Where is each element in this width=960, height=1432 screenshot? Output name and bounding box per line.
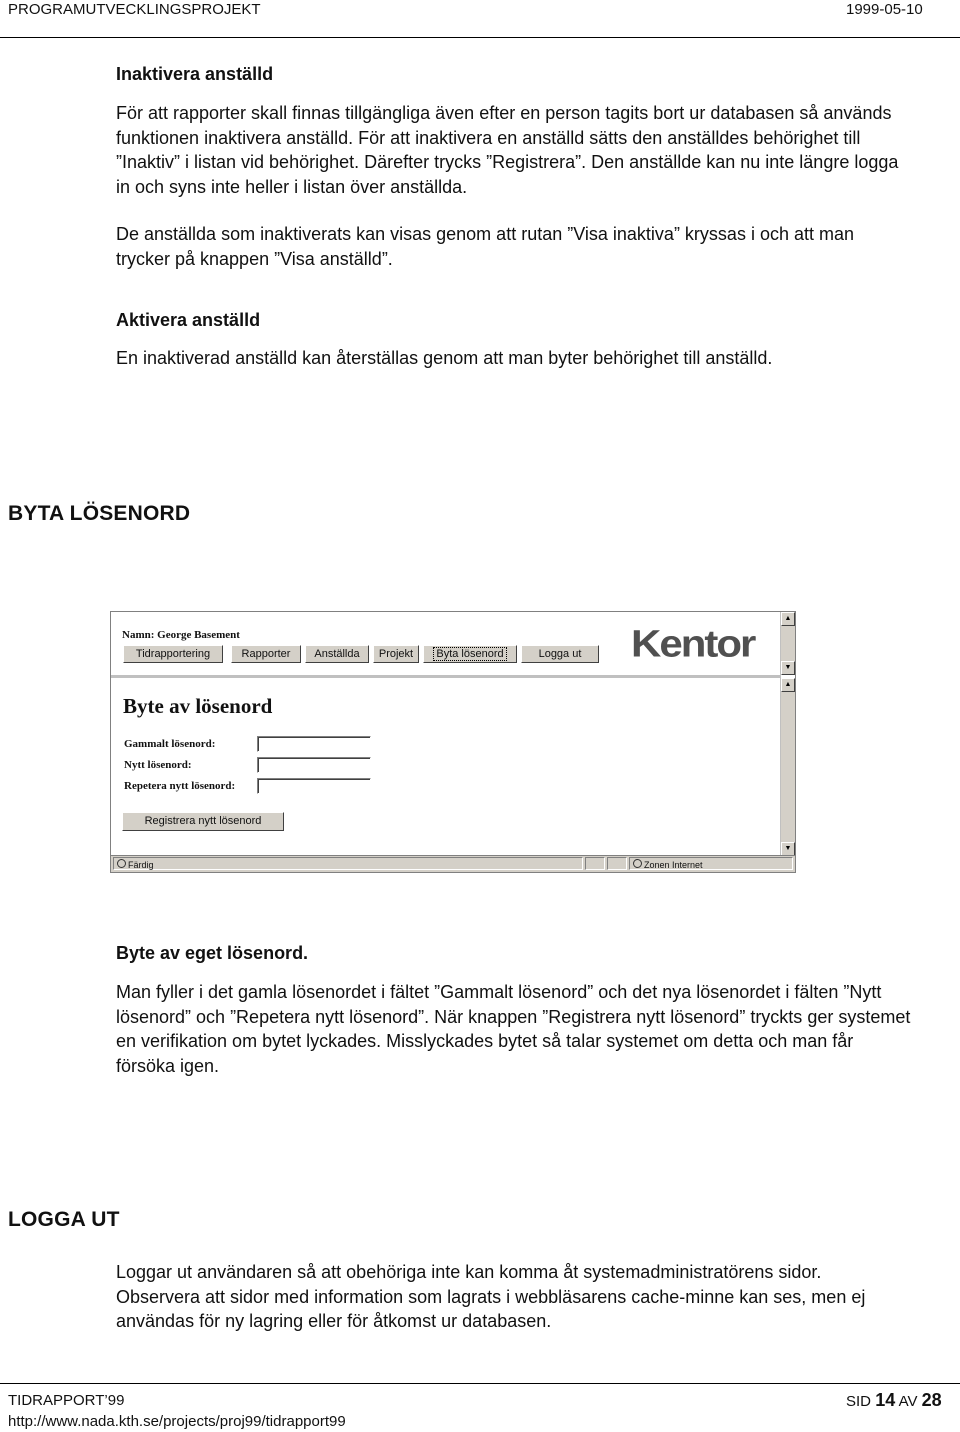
button-label: Registrera nytt lösenord <box>144 815 262 827</box>
text-line: trycker på knappen ”Visa anställd”. <box>116 248 393 269</box>
header-rule <box>0 37 960 38</box>
nav-button-anstallda[interactable] <box>305 645 369 663</box>
text-line: ”Inaktiv” i listan vid behörighet. Därefter trycks ”Registrera”. Den anställde kan nu inte längre logga <box>116 152 899 172</box>
main-frame-scrollbar[interactable] <box>780 678 795 856</box>
nav-button-label: Rapporter <box>241 648 291 660</box>
status-cell <box>607 857 627 870</box>
status-bar <box>111 855 795 872</box>
heading-inaktivera: Inaktivera anställd <box>116 64 274 84</box>
page-current: 14 <box>875 1390 896 1410</box>
text-line: en verifikation om bytet lyckades. Misslyckades bytet så talar systemet om detta och man får <box>116 1031 854 1051</box>
nav-button-label: Logga ut <box>538 648 582 660</box>
nav-button-logga-ut[interactable] <box>521 645 599 663</box>
paragraph-logga-ut <box>116 1260 956 1334</box>
status-cell-left <box>113 857 583 870</box>
text-line: försöka igen. <box>116 1055 220 1076</box>
footer-title: TIDRAPPORT’99 <box>8 1392 125 1409</box>
kentor-logo: Kentor <box>631 622 755 665</box>
text-line: funktionen inaktivera anställd. För att inaktivera en anställd sätts den anställdes behörighet till <box>116 127 861 148</box>
heading-byte-eget-losenord: Byte av eget lösenord. <box>116 943 309 963</box>
scroll-up-arrow-icon[interactable]: ▲ <box>781 678 795 692</box>
text-line: in och syns inte heller i listan över anställda. <box>116 176 468 197</box>
nav-button-label: Anställda <box>314 648 360 660</box>
nav-frame <box>111 612 781 678</box>
paragraph-inaktivera-1 <box>116 101 956 199</box>
repeat-password-field[interactable] <box>257 778 371 794</box>
nav-button-label: Tidrapportering <box>135 648 211 660</box>
status-zone-text: Zonen Internet <box>644 860 703 870</box>
paragraph-aktivera: En inaktiverad anställd kan återställas genom att man byter behörighet till anställd. <box>116 348 773 368</box>
scroll-down-arrow-icon[interactable]: ▼ <box>781 842 795 856</box>
text-line: användas för ny lagring eller för åtkomst ur databasen. <box>116 1311 552 1331</box>
nav-button-label: Projekt <box>378 648 414 660</box>
page-prefix: SID <box>846 1393 872 1410</box>
page-mid: AV <box>898 1393 918 1410</box>
text-line: Observera att sidor med information som lagrats i webbläsarens cache-minne kan ses, men ej <box>116 1286 866 1307</box>
paragraph-byte-eget <box>116 980 956 1078</box>
user-name-label: Namn: George Basement <box>122 629 240 641</box>
status-text: Färdig <box>128 860 154 870</box>
header-project: PROGRAMUTVECKLINGSPROJEKT <box>8 1 261 18</box>
footer-rule <box>0 1383 960 1384</box>
nav-button-rapporter[interactable] <box>231 645 301 663</box>
label-nytt-losenord: Nytt lösenord: <box>124 759 192 771</box>
text-line: För att rapporter skall finnas tillgängliga även efter en person tagits bort ur databasen så används <box>116 103 892 123</box>
heading-aktivera: Aktivera anställd <box>116 310 261 330</box>
heading-logga-ut: LOGGA UT <box>8 1208 120 1231</box>
paragraph-inaktivera-2 <box>116 222 956 271</box>
scroll-up-arrow-icon[interactable]: ▲ <box>781 612 795 626</box>
register-new-password-button[interactable] <box>122 812 284 831</box>
new-password-field[interactable] <box>257 757 371 773</box>
globe-icon <box>633 859 642 868</box>
form-title: Byte av lösenord <box>123 694 273 718</box>
top-frame-scrollbar[interactable] <box>780 612 795 675</box>
text-line: lösenord” och ”Repetera nytt lösenord”. När knappen ”Registrera nytt lösenord” tryckts ger systemet <box>116 1006 911 1027</box>
nav-button-byta-losenord[interactable] <box>423 645 517 663</box>
nav-button-label: Byta lösenord <box>436 648 504 660</box>
page-total: 28 <box>921 1390 942 1410</box>
browser-screenshot <box>110 611 796 873</box>
status-cell <box>585 857 605 870</box>
scroll-down-arrow-icon[interactable]: ▼ <box>781 661 795 675</box>
nav-button-projekt[interactable] <box>373 645 419 663</box>
heading-byta-losenord: BYTA LÖSENORD <box>8 502 191 525</box>
text-line: Man fyller i det gamla lösenordet i fältet ”Gammalt lösenord” och det nya lösenordet i fälten ”Nytt <box>116 982 882 1002</box>
page-done-icon <box>117 859 126 868</box>
status-cell-zone <box>629 857 793 870</box>
label-gammalt-losenord: Gammalt lösenord: <box>124 738 216 750</box>
old-password-field[interactable] <box>257 736 371 752</box>
text-line: Loggar ut användaren så att obehöriga inte kan komma åt systemadministratörens sidor. <box>116 1262 822 1282</box>
header-date: 1999-05-10 <box>846 1 923 18</box>
footer-url[interactable]: http://www.nada.kth.se/projects/proj99/tidrapport99 <box>8 1413 346 1430</box>
text-line: De anställda som inaktiverats kan visas genom att rutan ”Visa inaktiva” kryssas i och att man <box>116 224 854 244</box>
nav-button-tidrapportering[interactable] <box>123 645 223 663</box>
label-repetera-losenord: Repetera nytt lösenord: <box>124 780 236 792</box>
footer-page-number <box>846 1390 942 1411</box>
